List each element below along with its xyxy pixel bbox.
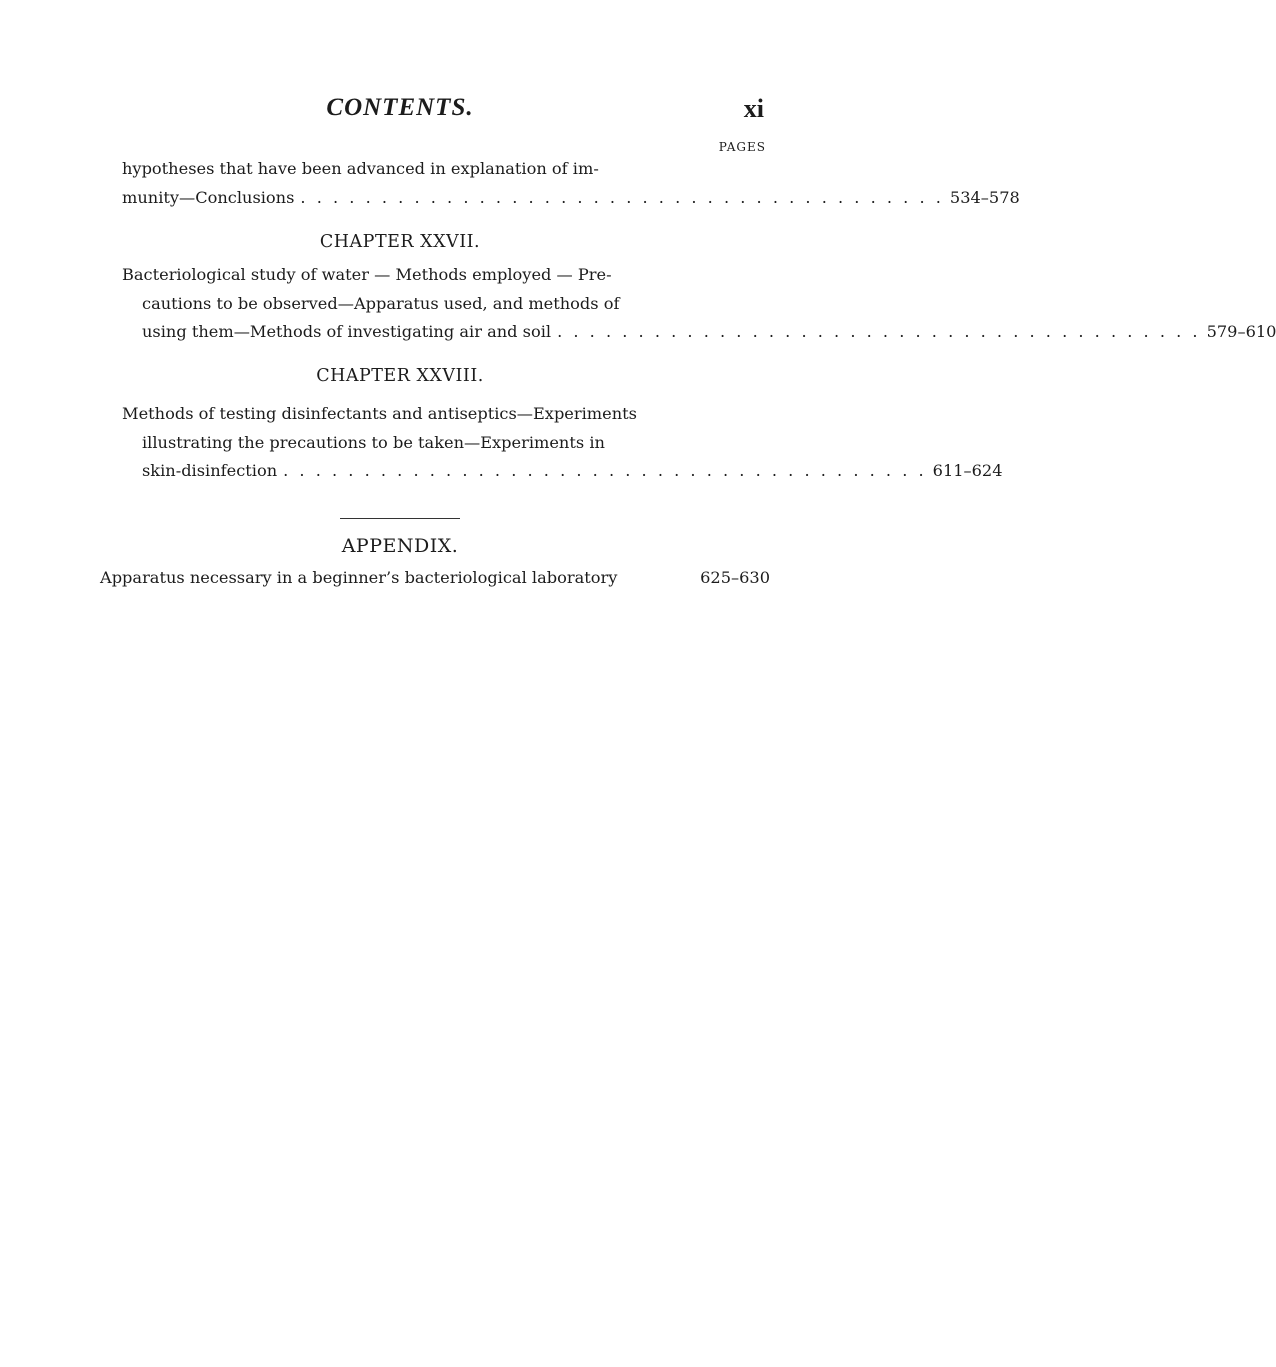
entry-text: using them—Methods of investigating air and soil <box>142 322 552 341</box>
dot-leader: . . . . . . . . . . . . . . . . . . . . . . . . . . . . . . . . . . . . . . . . <box>300 187 944 207</box>
entry-line <box>122 290 770 319</box>
entry-text: Bacteriological study of water — Methods employed — Pre- <box>122 265 612 284</box>
page-range: 534–578 <box>949 187 1020 207</box>
entry-text: hypotheses that have been advanced in explanation of im- <box>122 159 599 178</box>
entry-text: illustrating the precautions to be taken—Experiments in <box>142 432 605 452</box>
entry-text: Methods of testing disinfectants and antiseptics—Experiments <box>122 404 637 423</box>
chapter-heading: CHAPTER XXVII. <box>319 232 481 252</box>
toc-entry-continuation <box>122 155 1020 212</box>
entry-line <box>122 318 1276 347</box>
section-divider <box>340 518 460 519</box>
entry-line <box>122 429 770 458</box>
page-title: CONTENTS. <box>326 94 474 121</box>
page-range: 625–630 <box>700 568 770 587</box>
toc-entry-chapter-28 <box>122 400 1003 486</box>
entry-text: Apparatus necessary in a beginner’s bacteriological laboratory <box>100 568 618 587</box>
entry-line <box>122 155 770 184</box>
entry-text: skin-disinfection <box>142 461 278 480</box>
entry-line <box>122 400 770 429</box>
appendix-heading: APPENDIX. <box>341 535 459 557</box>
page-range: 579–610 <box>1206 322 1276 341</box>
entry-line <box>122 261 770 290</box>
page-range: 611–624 <box>932 461 1003 480</box>
pages-column-label: PAGES <box>718 140 766 154</box>
chapter-heading: CHAPTER XXVIII. <box>316 366 484 386</box>
page-number: xi <box>743 94 764 123</box>
toc-entry-appendix <box>100 568 770 587</box>
entry-line <box>122 457 1003 486</box>
toc-entry-chapter-27 <box>122 261 1276 347</box>
entry-text: cautions to be observed—Apparatus used, and methods of <box>142 293 620 313</box>
entry-text: munity—Conclusions <box>122 187 295 207</box>
dot-leader: . . . . . . . . . . . . . . . . . . . . . . . . . . . . . . . . . . . . . . . . <box>283 461 927 480</box>
dot-leader: . . . . . . . . . . . . . . . . . . . . . . . . . . . . . . . . . . . . . . . . <box>557 322 1201 341</box>
entry-line <box>122 184 1020 213</box>
